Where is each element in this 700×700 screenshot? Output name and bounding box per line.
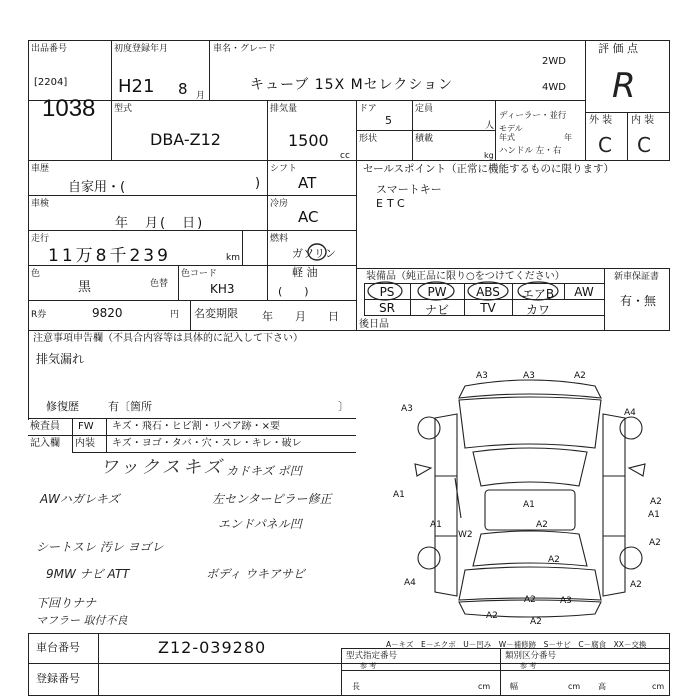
first-registration-label: 初度登録年月 — [114, 44, 169, 54]
mileage-label: 走行 — [31, 234, 50, 244]
equipment-circle-marks — [366, 280, 606, 302]
damage-mark: A1 — [393, 490, 405, 500]
handwritten-note: 9MW ナビ ATT — [46, 567, 130, 581]
height-label: 高 — [598, 682, 606, 691]
fuel-other: ( ) — [278, 285, 309, 298]
registration-era: H21 — [118, 76, 155, 97]
damage-mark: A2 — [630, 580, 642, 590]
dealer-label: ディーラー・並行 — [499, 111, 567, 121]
damage-mark: A2 — [574, 371, 586, 381]
drive-2wd: 2WD — [542, 56, 566, 67]
handwritten-note: シートスレ 汚レ ヨゴレ — [36, 540, 164, 554]
name-change-value: 年 月 日 — [262, 310, 339, 323]
history-value: 自家用・( — [68, 180, 126, 195]
width-label: 幅 — [510, 682, 518, 691]
handwritten-note: マフラー 取付不良 — [36, 614, 128, 627]
length-label: 長 — [352, 682, 360, 691]
lot-number: 1038 — [42, 95, 96, 122]
height-unit: cm — [652, 682, 665, 691]
equipment-tv: TV — [480, 301, 496, 315]
registration-number-label: 登録番号 — [36, 672, 80, 685]
equipment-ps: PS — [379, 285, 395, 299]
fuel-light-oil: 軽 油 — [292, 266, 318, 279]
repair-history-label: 修復歴 — [46, 400, 79, 413]
mileage-value: 11万8千239 — [48, 246, 171, 266]
car-name: キューブ 15X Mセレクション — [250, 77, 454, 93]
displacement-label: 排気量 — [270, 104, 298, 114]
gasoline-circle-mark — [305, 242, 329, 262]
exterior-label: 外 装 — [589, 115, 613, 126]
type-cert-label: 型式指定番号 — [346, 651, 398, 661]
model-label: 型式 — [114, 104, 133, 114]
damage-mark: A2 — [548, 555, 560, 565]
recycle-unit: 円 — [170, 310, 180, 320]
color-change-label: 色替 — [150, 279, 169, 289]
equipment-airbag: エアB — [521, 287, 555, 301]
lot-code: [2204] — [34, 77, 68, 88]
recycle-label: R券 — [31, 310, 47, 320]
history-label: 車歴 — [31, 164, 50, 174]
color-code: KH3 — [210, 282, 235, 296]
damage-mark: A1 — [430, 520, 442, 530]
width-unit: cm — [568, 682, 581, 691]
chassis-label: 車台番号 — [36, 641, 80, 654]
handwritten-note: 左センターピラー修正 — [212, 492, 332, 506]
inspector-exterior-items: キズ・飛石・ヒビ割・リペア跡・×要 — [112, 421, 280, 432]
name-change-label: 名変期限 — [194, 307, 238, 320]
inspector-label: 検査員 — [30, 421, 60, 432]
shift-label: シフト — [270, 164, 298, 174]
damage-mark: A4 — [624, 408, 636, 418]
handwritten-note: ボディ ウキアサビ — [206, 567, 305, 581]
sales-point-item: ETC — [376, 197, 409, 210]
equipment-abs: ABS — [476, 285, 500, 299]
year-label: 年式 — [499, 133, 515, 142]
score-label: 評 価 点 — [598, 42, 638, 55]
equipment-title: 装備品（純正品に限り○をつけてください） — [366, 271, 565, 282]
damage-mark: A1 — [648, 510, 660, 520]
ac-label: 冷房 — [270, 199, 289, 209]
registration-month: 8 — [178, 80, 188, 98]
month-unit: 月 — [196, 91, 206, 101]
warranty-value: 有・無 — [620, 294, 657, 308]
recycle-amount: 9820 — [92, 306, 123, 320]
damage-mark: A3 — [401, 404, 413, 414]
handwritten-note: 下回りナナ — [36, 596, 97, 610]
damage-mark: A3 — [560, 596, 572, 606]
handwritten-note: ワックスキズ — [100, 457, 225, 478]
drive-4wd: 4WD — [542, 82, 566, 93]
damage-mark: A2 — [649, 538, 661, 548]
damage-mark: W2 — [458, 530, 473, 540]
capacity-unit: 人 — [485, 121, 495, 131]
equipment-sr: SR — [379, 301, 395, 315]
entry-label: 記入欄 — [30, 438, 60, 449]
color-code-label: 色コード — [181, 269, 218, 279]
color-label: 色 — [31, 269, 41, 279]
damage-mark: A2 — [530, 617, 542, 627]
exterior-grade: C — [598, 133, 612, 157]
class-number-label: 類別区分番号 — [505, 651, 557, 661]
equipment-leather: カワ — [525, 303, 550, 317]
damage-mark: A3 — [523, 371, 535, 381]
mileage-unit: km — [226, 253, 240, 263]
damage-mark: A2 — [536, 520, 548, 530]
damage-legend: A－キズ E－エクボ U－凹み W－補修跡 S－サビ C－腐食 XX－交換 — [386, 640, 647, 649]
lot-number-label: 出品番号 — [31, 44, 68, 54]
repair-history-value: 有〔箇所 — [108, 400, 152, 413]
doors-value: 5 — [385, 114, 392, 127]
car-name-label: 車名・グレード — [213, 44, 277, 54]
damage-mark: A2 — [486, 611, 498, 621]
interior-grade: C — [637, 133, 651, 157]
equipment-aw: AW — [574, 285, 594, 299]
history-close: ) — [255, 176, 261, 191]
length-unit: cm — [478, 682, 491, 691]
handwritten-note: カドキズ ポ凹 — [226, 464, 302, 478]
type-cert-sub: 参 考 — [360, 662, 377, 670]
capacity-label: 定員 — [415, 104, 434, 114]
damage-mark: A1 — [523, 500, 535, 510]
damage-mark: A2 — [650, 497, 662, 507]
handwritten-note: AWハガレキズ — [40, 492, 120, 506]
damage-mark: A3 — [476, 371, 488, 381]
damage-mark: A2 — [524, 595, 536, 605]
load-unit: kg — [484, 151, 494, 160]
doors-label: ドア — [359, 104, 377, 114]
color-value: 黒 — [78, 280, 92, 295]
ac-value: AC — [298, 208, 319, 226]
damage-mark: A4 — [404, 578, 416, 588]
load-label: 積載 — [415, 134, 434, 144]
inspector-fw: FW — [78, 421, 94, 432]
equipment-pw: PW — [427, 285, 447, 299]
sales-point-item: スマートキー — [376, 183, 442, 196]
class-number-sub: 参 考 — [520, 662, 537, 670]
shift-value: AT — [298, 174, 317, 192]
chassis-number: Z12-039280 — [158, 638, 267, 657]
displacement-unit: cc — [340, 151, 350, 161]
interior-label: 内 装 — [631, 115, 655, 126]
fuel-gasoline: ガソリン — [292, 247, 336, 260]
handle-label: ハンドル 左・右 — [499, 146, 562, 156]
score-value: R — [612, 66, 636, 106]
repair-history-close: 〕 — [338, 400, 349, 413]
notes-text: 排気漏れ — [36, 352, 85, 366]
notes-title: 注意事項申告欄（不具合内容等は具体的に記入して下さい） — [33, 333, 303, 344]
sales-points-title: セールスポイント（正常に機能するものに限ります） — [363, 163, 615, 175]
equipment-navi: ナビ — [424, 303, 449, 317]
year-unit: 年 — [564, 133, 572, 142]
inspection-label: 車検 — [31, 199, 50, 209]
warranty-label: 新車保証書 — [614, 272, 660, 282]
fuel-label: 燃料 — [270, 234, 289, 244]
displacement-value: 1500 — [288, 131, 329, 150]
inspection-value: 年 月( 日) — [115, 216, 205, 231]
inspector-interior-items: キズ・ヨゴ・タバ・穴・スレ・キレ・破レ — [112, 438, 302, 449]
late-items-label: 後日品 — [359, 319, 389, 330]
model-code: DBA-Z12 — [150, 130, 221, 149]
model-year-label: モデル — [499, 124, 523, 133]
inspector-interior-label: 内装 — [75, 438, 95, 449]
shape-label: 形状 — [359, 134, 378, 144]
handwritten-note: エンドパネル凹 — [218, 517, 302, 531]
